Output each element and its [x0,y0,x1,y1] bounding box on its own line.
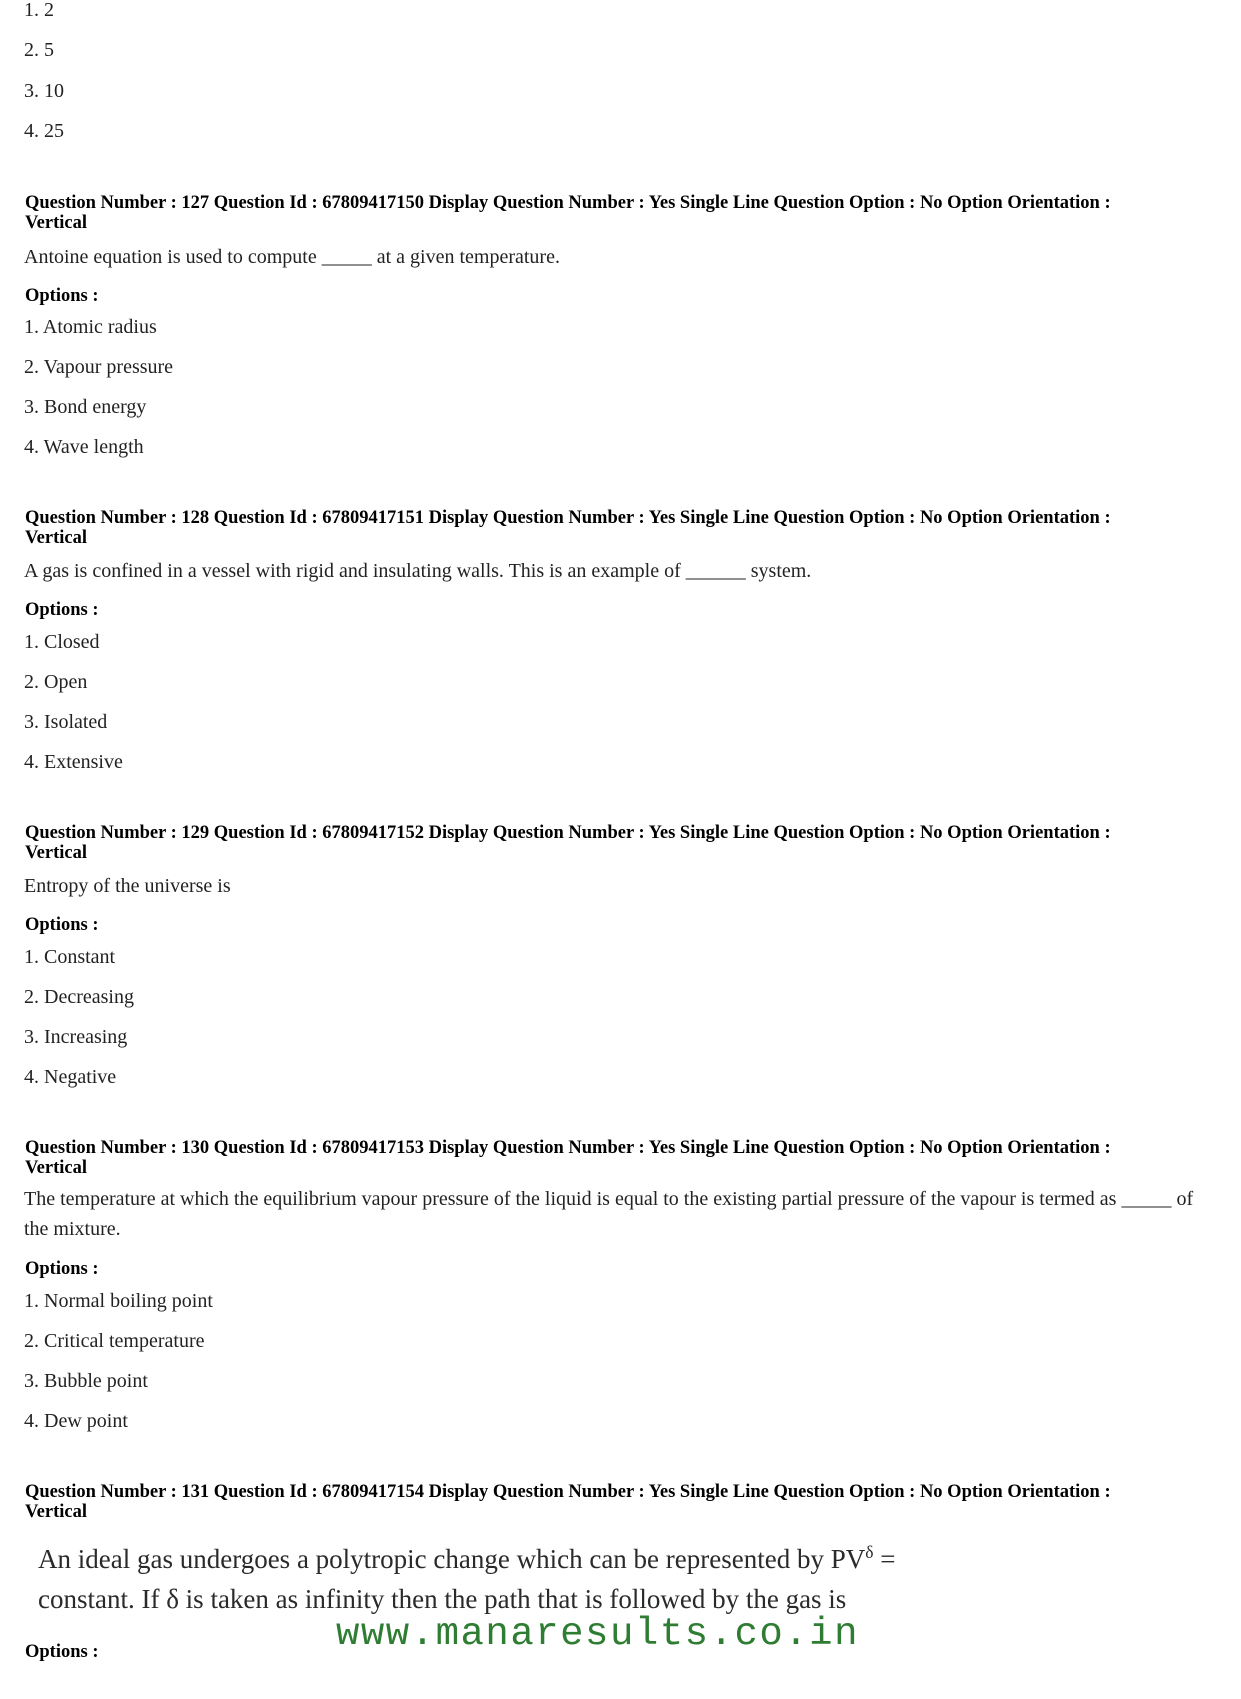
question-text-image [38,1532,1158,1619]
question-text-part: An ideal gas undergoes a polytropic change which can be represented by PV [38,1544,866,1574]
option-item: 3. Bond energy [24,396,147,418]
option-item: 3. Bubble point [24,1370,148,1392]
option-item: 2. Vapour pressure [24,356,174,378]
options-label: Options : [25,915,99,935]
question-text: Antoine equation is used to compute _____ at a given temperature. [24,246,560,268]
option-item: 4. Negative [24,1066,117,1088]
option-item: 2. Critical temperature [24,1330,205,1352]
option-item: 1. Constant [24,946,116,968]
option-item: 3. Increasing [24,1026,128,1048]
option-item: 1. Closed [24,631,100,653]
question-text-line [38,1532,1158,1579]
option-item: 3. Isolated [24,711,108,733]
question-text: The temperature at which the equilibrium vapour pressure of the liquid is equal to the existing partial pressure of the vapour is termed as _____ of the mixture. [24,1188,1194,1240]
question-text-part: = [873,1544,896,1574]
question-header: Question Number : 128 Question Id : 67809417151 Display Question Number : Yes Single Line Question Option : No Option Orientation : Vertical [25,508,1111,548]
option-item: 3. 10 [24,80,64,102]
question-header: Question Number : 131 Question Id : 67809417154 Display Question Number : Yes Single Line Question Option : No Option Orientation : Vertical [25,1482,1111,1522]
option-item: 1. Atomic radius [24,316,157,338]
option-item: 4. Wave length [24,436,144,458]
question-header: Question Number : 130 Question Id : 67809417153 Display Question Number : Yes Single Line Question Option : No Option Orientation : Vertical [25,1138,1111,1178]
option-item: 4. Dew point [24,1410,128,1432]
options-label: Options : [25,1642,99,1662]
option-item: 2. Open [24,671,88,693]
question-text: A gas is confined in a vessel with rigid and insulating walls. This is an example of ______ system. [24,560,812,582]
option-item: 2. 5 [24,39,54,61]
option-item: 2. Decreasing [24,986,134,1008]
superscript: δ [865,1542,874,1562]
options-label: Options : [25,600,99,620]
option-item: 4. 25 [24,120,64,142]
option-item: 1. 2 [24,0,54,21]
question-header: Question Number : 127 Question Id : 67809417150 Display Question Number : Yes Single Line Question Option : No Option Orientation : Vertical [25,193,1111,233]
question-text-line: constant. If δ is taken as infinity then the path that is followed by the gas is [38,1584,847,1614]
question-text: Entropy of the universe is [24,875,231,897]
options-label: Options : [25,286,99,306]
option-item: 1. Normal boiling point [24,1290,213,1312]
options-label: Options : [25,1259,99,1279]
question-header: Question Number : 129 Question Id : 67809417152 Display Question Number : Yes Single Line Question Option : No Option Orientation : Vertical [25,823,1111,863]
watermark-link[interactable]: www.manaresults.co.in [336,1612,859,1656]
option-item: 4. Extensive [24,751,123,773]
